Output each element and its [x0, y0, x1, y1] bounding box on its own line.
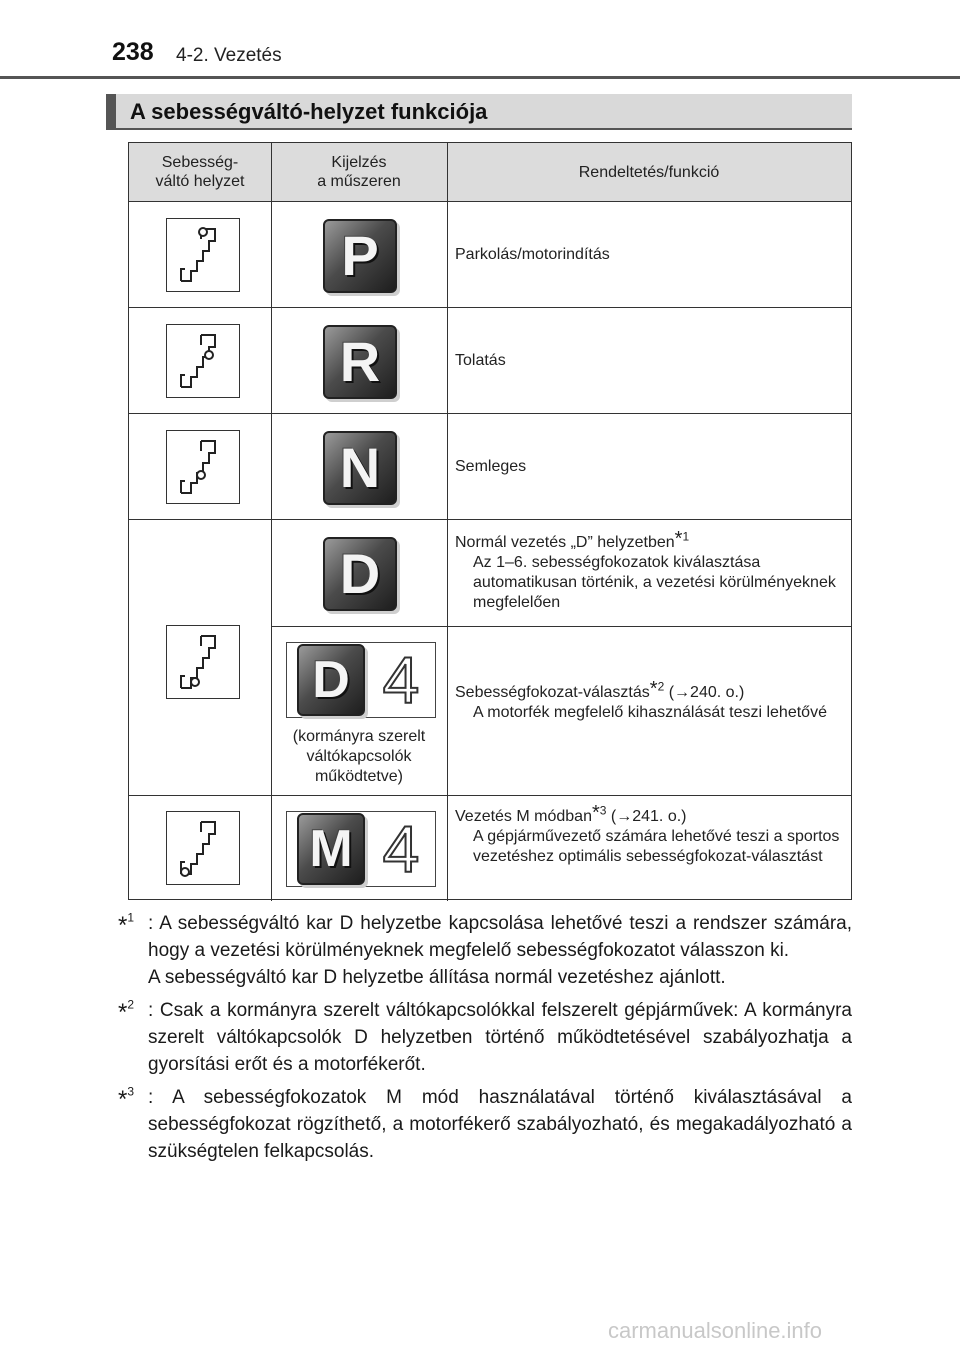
footnote-1	[118, 910, 852, 991]
grid-line	[129, 201, 851, 202]
function-m-page-ref[interactable]: (→241. o.)	[610, 808, 687, 825]
footnote-1-mark	[118, 910, 134, 939]
indicator-m4-gear: 4	[382, 812, 420, 886]
function-r: Tolatás	[455, 352, 506, 369]
grid-line	[129, 795, 851, 796]
shift-function-table	[128, 142, 852, 900]
shift-pattern-n-icon	[166, 430, 240, 504]
footnote-ref-num: 1	[682, 529, 690, 544]
footnote-ref-mark: *	[591, 802, 600, 824]
footnote-3	[118, 1084, 852, 1165]
footnote-2	[118, 997, 852, 1078]
function-d4-title: Sebességfokozat-választás	[455, 684, 650, 701]
footnote-ref-num: 3	[599, 803, 607, 818]
footnote-3-mark	[118, 1084, 134, 1113]
header-display	[271, 143, 447, 201]
function-m	[455, 803, 845, 867]
footnote-num: 1	[127, 910, 135, 925]
function-d4	[455, 679, 845, 723]
page-number: 238	[112, 38, 154, 66]
footnote-1-text2: A sebességváltó kar D helyzetbe állítása normál vezetéshez ajánlott.	[148, 967, 726, 988]
indicator-r-icon: R	[323, 325, 397, 399]
grid-line	[129, 307, 851, 308]
footnotes	[118, 910, 852, 1171]
header-rule	[0, 76, 960, 79]
indicator-d4-caption: (kormányra szerelt váltókapcsolók működtetve)	[292, 728, 426, 785]
header-function	[447, 143, 851, 201]
function-d-title: Normál vezetés „D” helyzetben	[455, 534, 675, 551]
footnote-1-text: : A sebességváltó kar D helyzetbe kapcsolása lehetővé teszi a rendszer számára, hogy a vezetési körülményeknek megfelelő sebességfokozatot válasszon ki.	[148, 913, 852, 961]
footnote-ref-mark: *	[674, 528, 683, 550]
indicator-d-icon: D	[323, 537, 397, 611]
grid-line	[271, 143, 272, 901]
grid-line	[129, 413, 851, 414]
footnote-star: *	[118, 912, 128, 939]
indicator-m4-display	[286, 811, 436, 887]
footnote-star: *	[118, 999, 128, 1026]
header-shift-position-text: Sebesség- váltó helyzet	[155, 154, 245, 190]
shift-pattern-d-icon	[166, 625, 240, 699]
header-display-text: Kijelzés a műszeren	[317, 154, 401, 190]
header-shift-position	[129, 143, 271, 201]
grid-line	[271, 626, 851, 627]
footnote-3-text: : A sebességfokozatok M mód használatával történő kiválasztásával a sebességfokozat rögzíthető, a motorfékerő szabályozható, és megakadályozható a szükségtelen felkapcsolás.	[148, 1087, 852, 1162]
footnote-star: *	[118, 1086, 128, 1113]
section-heading	[106, 94, 852, 130]
grid-line	[129, 519, 851, 520]
shift-pattern-r-icon	[166, 324, 240, 398]
indicator-d4-gear: 4	[382, 643, 420, 717]
section-label: 4-2. Vezetés	[176, 45, 282, 66]
footnote-2-mark	[118, 997, 134, 1026]
shift-pattern-p-icon	[166, 218, 240, 292]
indicator-d4-display	[286, 642, 436, 718]
footnote-2-text: : Csak a kormányra szerelt váltókapcsolókkal felszerelt gépjárművek: A kormányra szerelt váltókapcsolók D helyzetben történő működtetésével szabályozhatja a gyorsítási erőt és a motorfékerőt.	[148, 1000, 852, 1075]
footnote-ref-num: 2	[657, 679, 665, 694]
shift-pattern-m-icon	[166, 811, 240, 885]
indicator-p-icon: P	[323, 219, 397, 293]
indicator-n-icon: N	[323, 431, 397, 505]
footnote-ref-mark: *	[649, 678, 658, 700]
header-function-text: Rendeltetés/funkció	[578, 163, 720, 181]
function-d4-page-ref[interactable]: (→240. o.)	[668, 684, 745, 701]
function-p: Parkolás/motorindítás	[455, 246, 610, 263]
function-m-title: Vezetés M módban	[455, 808, 592, 825]
function-d	[455, 529, 845, 613]
grid-line	[447, 143, 448, 901]
function-n: Semleges	[455, 458, 527, 475]
watermark: carmanualsonline.info	[608, 1318, 823, 1343]
footnote-num: 3	[127, 1084, 135, 1099]
function-d4-detail: A motorfék megfelelő kihasználását teszi lehetővé	[473, 704, 827, 721]
function-d-detail: Az 1–6. sebességfokozatok kiválasztása automatikusan történik, a vezetési körülményeknek megfelelően	[473, 554, 836, 611]
section-heading-text: A sebességváltó-helyzet funkciója	[130, 99, 488, 124]
indicator-d4-letter-icon: D	[297, 644, 365, 716]
indicator-m4-letter-icon: M	[297, 813, 365, 885]
footnote-num: 2	[127, 997, 135, 1012]
function-m-detail: A gépjárművezető számára lehetővé teszi a sportos vezetéshez optimális sebességfokozat-választást	[473, 828, 840, 865]
